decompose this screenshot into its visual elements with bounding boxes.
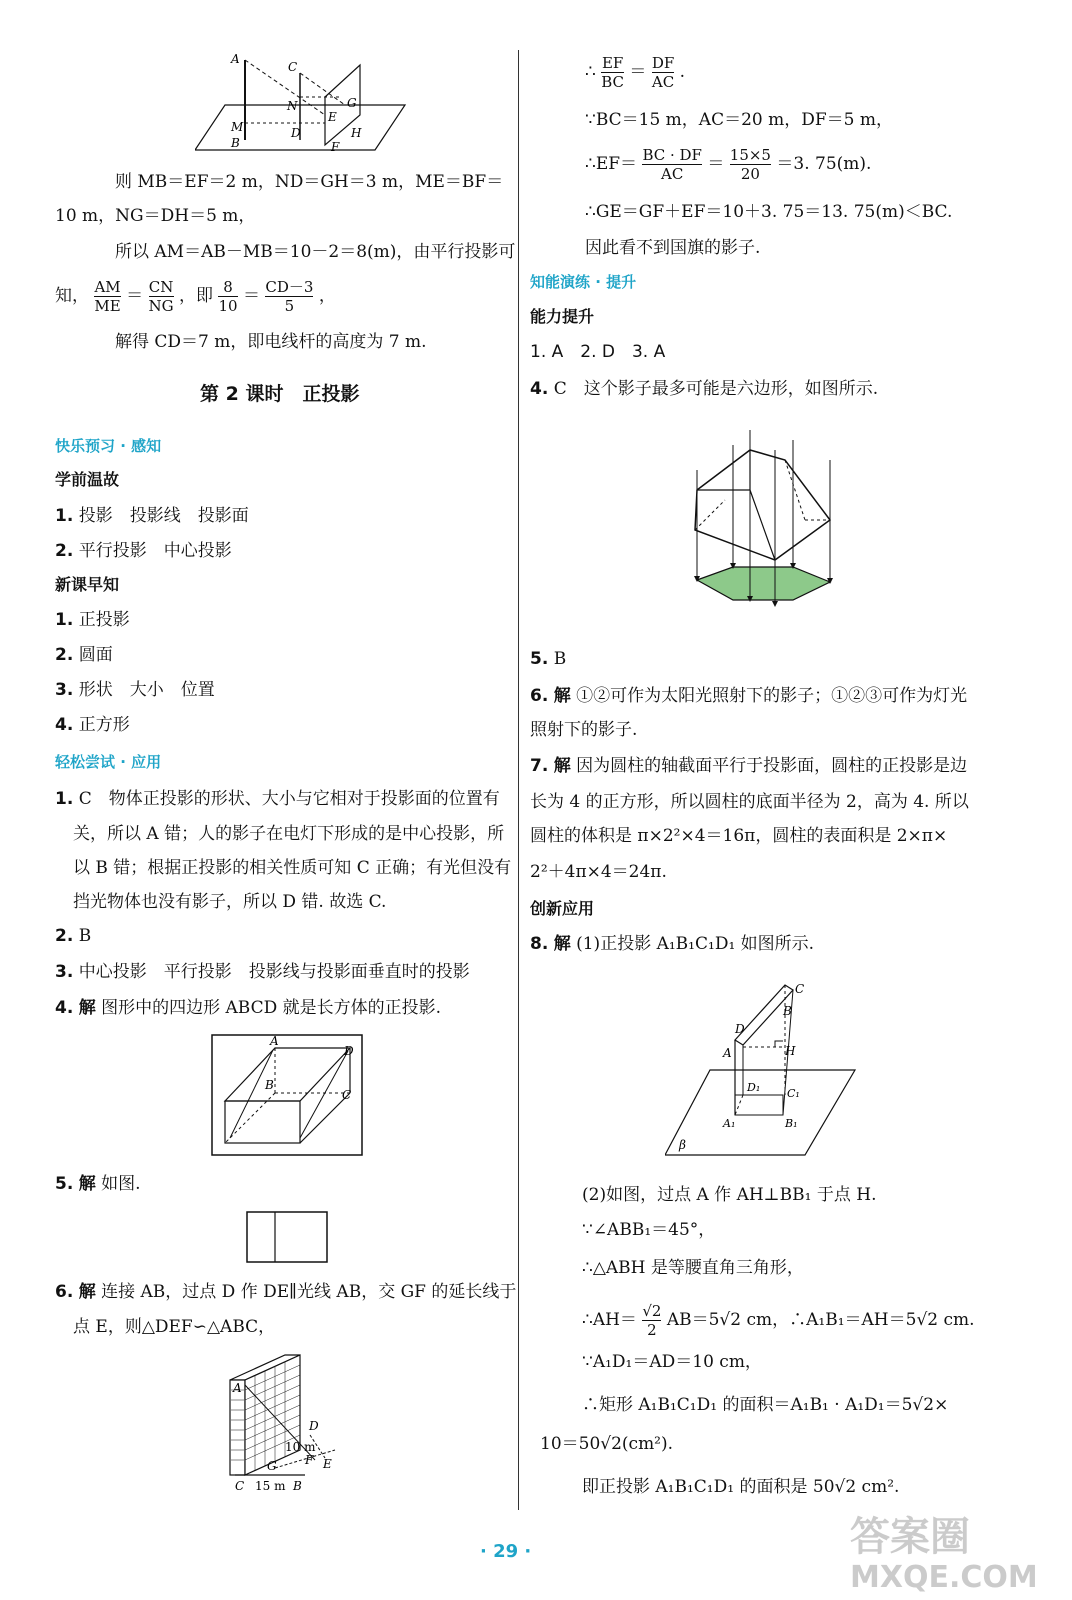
fig8-label-a1: A₁ <box>723 1117 736 1130</box>
fraction: $\frac{CD-3}{5}$ <box>265 278 314 315</box>
text-line: 圆柱的体积是 π×2²×4＝16π，圆柱的表面积是 2×π× <box>530 826 948 846</box>
fig1-label-b: B <box>231 136 240 150</box>
fig1-label-g: G <box>347 96 357 110</box>
fig6-label-b: B <box>293 1479 302 1493</box>
text-line: 10＝50√2(cm²). <box>540 1434 674 1454</box>
answer-item: 4. 正方形 <box>55 715 130 735</box>
fig1-label-d: D <box>291 126 301 140</box>
computation-line: ∴EF＝ $\frac{BC \cdot DF}{AC}$ ＝ $\frac{15\times 5}{20}$ ＝3. 75(m). <box>585 146 872 183</box>
fig8-label-h: H <box>785 1044 796 1058</box>
computation-line: ∴AH＝ $\frac{√2}{2}$ AB＝5√2 cm，∴A₁B₁＝AH＝5√2 cm. <box>582 1302 975 1339</box>
fig6-label-15m: 15 m <box>255 1479 286 1493</box>
fig1-label-c: C <box>288 60 298 74</box>
fig8-label-d1: D₁ <box>747 1081 761 1094</box>
fig4-label-a: A <box>270 1034 279 1048</box>
answer-item: 1. 正投影 <box>55 610 130 630</box>
proportion-line: ∴ $\frac{EF}{BC}$ ＝ $\frac{DF}{AC}$ . <box>585 54 686 91</box>
fig8-label-b: B <box>783 1004 792 1018</box>
answer-item: 1. 投影 投影线 投影面 <box>55 506 249 526</box>
answer-item: 1. A 2. D 3. A <box>530 342 666 362</box>
fig1-label-f: F <box>331 140 340 154</box>
fig1-label-n: N <box>287 99 298 113</box>
text-line: 点 E，则△DEF∽△ABC， <box>73 1317 276 1337</box>
text-line: ∴GE＝GF＋EF＝10＋3. 75＝13. 75(m)＜BC. <box>585 202 953 222</box>
text-line: 以 B 错；根据正投影的相关性质可知 C 正确；有光但没有 <box>73 858 512 878</box>
text-line: 挡光物体也没有影子，所以 D 错. 故选 C. <box>73 892 387 912</box>
fig1-label-e: E <box>328 110 337 124</box>
answer-item: 3. 中心投影 平行投影 投影线与投影面垂直时的投影 <box>55 962 470 982</box>
svg-text:答案圈: 答案圈 <box>850 1514 970 1560</box>
answer-item: 4. C 这个影子最多可能是六边形，如图所示. <box>530 379 879 399</box>
section-heading: 快乐预习 · 感知 <box>55 437 162 455</box>
text-line: ∵A₁D₁＝AD＝10 cm， <box>582 1352 762 1372</box>
text-line: ∵BC＝15 m，AC＝20 m，DF＝5 m， <box>585 110 893 130</box>
subheading: 能力提升 <box>530 307 595 326</box>
column-divider <box>518 50 519 1510</box>
answer-item: 5. B <box>530 649 567 669</box>
svg-text:MXQE.COM: MXQE.COM <box>850 1560 1038 1595</box>
text-line: 解得 CD＝7 m，即电线杆的高度为 7 m. <box>115 332 427 352</box>
fig8-label-d: D <box>735 1022 745 1036</box>
fraction: $\frac{8}{10}$ <box>218 278 238 315</box>
fig8-label-b1: B₁ <box>785 1117 798 1130</box>
text-line: 照射下的影子. <box>530 720 638 740</box>
figure-cuboid-projection <box>210 1033 365 1158</box>
fraction: $\frac{CN}{NG}$ <box>148 278 174 315</box>
text-line: 2²＋4π×4＝24π. <box>530 862 667 882</box>
fig6-label-d: D <box>309 1419 319 1433</box>
fig8-label-a: A <box>723 1046 732 1060</box>
fraction: $\frac{AM}{ME}$ <box>94 278 121 315</box>
lesson-title: 第 2 课时 正投影 <box>200 383 360 405</box>
fig6-label-a: A <box>233 1381 242 1395</box>
answer-item: 2. B <box>55 926 92 946</box>
proportion-line: 知， $\frac{AM}{ME}$ ＝ $\frac{CN}{NG}$ ，即 $\frac{8}{10}$ ＝ $\frac{CD-3}{5}$ ， <box>55 278 336 315</box>
figure-wall-shadow <box>215 1350 360 1495</box>
fig4-label-d: D <box>344 1044 354 1058</box>
answer-item: 4. 解 图形中的四边形 ABCD 就是长方体的正投影. <box>55 998 442 1018</box>
subheading: 创新应用 <box>530 899 595 918</box>
text-line: 所以 AM＝AB－MB＝10－2＝8(m)，由平行投影可 <box>115 242 516 262</box>
text-line: ∴△ABH 是等腰直角三角形， <box>582 1258 804 1278</box>
answer-item: 8. 解 (1)正投影 A₁B₁C₁D₁ 如图所示. <box>530 934 815 954</box>
fig8-label-beta: β <box>679 1138 686 1152</box>
fig1-label-h: H <box>351 126 362 140</box>
figure-rectangle-projection <box>665 975 865 1165</box>
fig6-label-10m: 10 m <box>285 1440 316 1454</box>
text-line: 即正投影 A₁B₁C₁D₁ 的面积是 50√2 cm². <box>582 1477 900 1497</box>
text-line: 10 m，NG＝DH＝5 m， <box>55 206 256 226</box>
fig6-label-f: F <box>305 1453 314 1467</box>
text-line: (2)如图，过点 A 作 AH⊥BB₁ 于点 H. <box>582 1185 877 1205</box>
answer-item: 6. 解 ①②可作为太阳光照射下的影子；①②③可作为灯光 <box>530 686 968 706</box>
subheading: 新课早知 <box>55 575 120 594</box>
fraction: $\frac{DF}{AC}$ <box>651 54 675 91</box>
figure-rectangle-answer <box>245 1210 330 1265</box>
fig8-label-c1: C₁ <box>787 1087 800 1100</box>
answer-item: 1. C 物体正投影的形状、大小与它相对于投影面的位置有 <box>55 789 500 809</box>
fraction: $\frac{√2}{2}$ <box>642 1302 662 1339</box>
fig8-label-c: C <box>795 982 805 996</box>
text-line: ∴矩形 A₁B₁C₁D₁ 的面积＝A₁B₁ · A₁D₁＝5√2× <box>582 1395 949 1415</box>
fraction: $\frac{15\times 5}{20}$ <box>729 146 771 183</box>
answer-item: 7. 解 因为圆柱的轴截面平行于投影面，圆柱的正投影是边 <box>530 756 968 776</box>
answer-item: 3. 形状 大小 位置 <box>55 680 215 700</box>
fig1-label-a: A <box>231 52 240 66</box>
text-line: ∵∠ABB₁＝45°， <box>582 1220 716 1240</box>
text-line: 关，所以 A 错；人的影子在电灯下形成的是中心投影，所 <box>73 824 505 844</box>
fraction: $\frac{BC \cdot DF}{AC}$ <box>642 146 702 183</box>
figure-pole-shadow <box>195 45 425 160</box>
subheading: 学前温故 <box>55 470 120 489</box>
watermark-logo <box>840 1505 1070 1595</box>
answer-item: 2. 平行投影 中心投影 <box>55 541 232 561</box>
fig4-label-b: B <box>265 1078 274 1092</box>
fig6-label-e: E <box>323 1457 332 1471</box>
fig1-label-m: M <box>231 120 244 134</box>
text-line: 因此看不到国旗的影子. <box>585 238 761 258</box>
answer-item: 6. 解 连接 AB，过点 D 作 DE∥光线 AB，交 GF 的延长线于 <box>55 1282 517 1302</box>
text-line: 则 MB＝EF＝2 m，ND＝GH＝3 m，ME＝BF＝ <box>115 172 504 192</box>
section-heading: 知能演练 · 提升 <box>530 273 637 291</box>
answer-item: 5. 解 如图. <box>55 1174 141 1194</box>
fig4-label-c: C <box>342 1088 352 1102</box>
page-number: · 29 · <box>480 1541 532 1562</box>
fig6-label-c: C <box>235 1479 245 1493</box>
section-heading: 轻松尝试 · 应用 <box>55 753 162 771</box>
text-line: 长为 4 的正方形，所以圆柱的底面半径为 2，高为 4. 所以 <box>530 792 969 812</box>
fig6-label-g: G <box>267 1459 277 1473</box>
fraction: $\frac{EF}{BC}$ <box>601 54 625 91</box>
answer-item: 2. 圆面 <box>55 645 113 665</box>
figure-cube-hexagon-shadow <box>685 430 845 620</box>
